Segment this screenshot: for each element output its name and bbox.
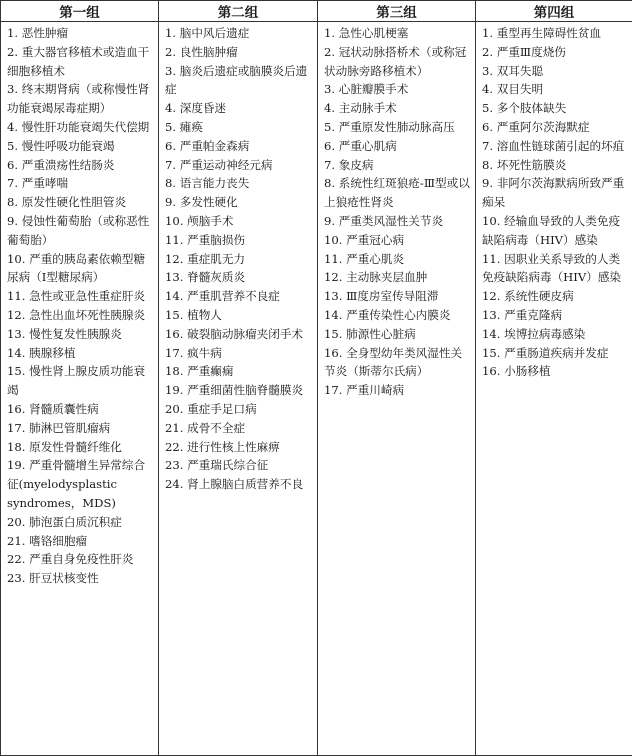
disease-list-item: 23. 肝豆状核变性	[7, 571, 99, 586]
disease-list-item: 4. 慢性肝功能衰竭失代偿期	[7, 119, 150, 134]
disease-list-item: 13. Ⅲ度房室传导阻滞	[324, 289, 439, 304]
disease-list-item: 16. 肾髓质囊性病	[7, 401, 99, 416]
disease-list-item: 11. 严重心肌炎	[324, 251, 405, 266]
disease-list-item: 9. 侵蚀性葡萄胎（或称恶性葡萄胎）	[7, 213, 150, 247]
disease-list-item: 6. 严重溃疡性结肠炎	[7, 157, 115, 172]
disease-list-item: 1. 急性心肌梗塞	[324, 26, 409, 40]
disease-list-item: 5. 严重原发性肺动脉高压	[324, 119, 455, 134]
disease-list-item: 13. 慢性复发性胰腺炎	[7, 326, 122, 341]
disease-list-item: 1. 重型再生障碍性贫血	[482, 26, 602, 40]
disease-list-item: 2. 良性脑肿瘤	[165, 44, 238, 59]
disease-list-item: 9. 多发性硬化	[165, 195, 238, 210]
disease-list-item: 15. 植物人	[165, 307, 222, 322]
disease-list-item: 11. 因职业关系导致的人类免疫缺陷病毒（HIV）感染	[482, 251, 622, 285]
column-header-group-1: 第一组	[1, 1, 159, 22]
disease-list-item: 5. 多个肢体缺失	[482, 101, 567, 116]
disease-list-item: 2. 严重Ⅲ度烧伤	[482, 44, 566, 59]
disease-list-item: 22. 进行性核上性麻痹	[165, 439, 280, 454]
disease-list-item: 19. 严重骨髓增生异常综合征(myelodysplastic syndromes，MDS)	[7, 458, 146, 510]
disease-list-item: 17. 疯牛病	[165, 345, 222, 360]
disease-list-item: 16. 全身型幼年类风湿性关节炎（斯蒂尔氏病）	[324, 345, 463, 379]
disease-list-item: 3. 双耳失聪	[482, 63, 544, 78]
disease-list-item: 23. 严重瑞氏综合征	[165, 458, 269, 473]
disease-list-item: 14. 严重肌营养不良症	[165, 289, 280, 304]
disease-list-item: 22. 严重自身免疫性肝炎	[7, 552, 134, 567]
disease-list-item: 13. 严重克隆病	[482, 307, 563, 322]
disease-list-item: 9. 非阿尔茨海默病所致严重痴呆	[482, 176, 625, 210]
disease-list-item: 10. 颅脑手术	[165, 213, 234, 228]
disease-list-item: 8. 原发性硬化性胆管炎	[7, 195, 127, 210]
disease-list-item: 6. 严重帕金森病	[165, 138, 250, 153]
disease-list-item: 5. 瘫痪	[165, 119, 203, 134]
disease-list-item: 7. 严重哮喘	[7, 176, 69, 191]
disease-list-item: 14. 胰腺移植	[7, 345, 76, 360]
table-header-row	[1, 1, 632, 22]
disease-list-item: 12. 系统性硬皮病	[482, 289, 574, 304]
disease-list-item: 12. 重症肌无力	[165, 251, 246, 266]
disease-list-item: 15. 严重肠道疾病并发症	[482, 345, 609, 360]
disease-list-item: 3. 终末期肾病（或称慢性肾功能衰竭尿毒症期）	[7, 82, 150, 116]
disease-list-item: 6. 严重心肌病	[324, 138, 397, 153]
group-2-cell	[159, 22, 318, 756]
column-header-group-2: 第二组	[159, 1, 318, 22]
disease-list-item: 8. 语言能力丧失	[165, 176, 250, 191]
disease-list-item: 1. 脑中风后遗症	[165, 26, 250, 40]
column-header-group-4: 第四组	[476, 1, 632, 22]
disease-list-item: 14. 埃博拉病毒感染	[482, 326, 586, 341]
disease-list-item: 17. 肺淋巴管肌瘤病	[7, 420, 111, 435]
disease-list-item: 17. 严重川崎病	[324, 383, 405, 398]
disease-list-item: 15. 肺源性心脏病	[324, 326, 416, 341]
disease-list-item: 8. 坏死性筋膜炎	[482, 157, 567, 172]
disease-list-item: 6. 严重阿尔茨海默症	[482, 119, 590, 134]
disease-list-item: 16. 小肠移植	[482, 364, 551, 379]
disease-list-item: 10. 严重的胰岛素依赖型糖尿病（Ⅰ型糖尿病）	[7, 251, 146, 285]
group-4-cell	[476, 22, 632, 756]
disease-list-item: 10. 经输血导致的人类免疫缺陷病毒（HIV）感染	[482, 213, 621, 247]
disease-list-item: 13. 脊髓灰质炎	[165, 270, 246, 285]
disease-list-item: 3. 脑炎后遗症或脑膜炎后遗症	[165, 63, 308, 97]
disease-list-item: 10. 严重冠心病	[324, 232, 405, 247]
disease-list-item: 4. 深度昏迷	[165, 101, 227, 116]
disease-list-item: 4. 双目失明	[482, 82, 544, 97]
disease-list-item: 11. 严重脑损伤	[165, 232, 246, 247]
disease-list-item: 7. 象皮病	[324, 157, 374, 172]
disease-list-item: 21. 嗜铬细胞瘤	[7, 533, 88, 548]
disease-list-item: 18. 严重癫痫	[165, 364, 234, 379]
disease-list-item: 15. 慢性肾上腺皮质功能衰竭	[7, 364, 146, 398]
disease-list-item: 5. 慢性呼吸功能衰竭	[7, 138, 115, 153]
disease-list-item: 7. 溶血性链球菌引起的坏疽	[482, 138, 625, 153]
disease-list-item: 21. 成骨不全症	[165, 420, 246, 435]
disease-list-item: 19. 严重细菌性脑脊髓膜炎	[165, 383, 304, 398]
disease-list-item: 1. 恶性肿瘤	[7, 26, 69, 40]
disease-list-item: 3. 心脏瓣膜手术	[324, 82, 409, 97]
disease-list-item: 20. 肺泡蛋白质沉积症	[7, 514, 122, 529]
disease-list-item: 24. 肾上腺脑白质营养不良	[165, 477, 304, 492]
disease-list-item: 14. 严重传染性心内膜炎	[324, 307, 451, 322]
column-header-group-3: 第三组	[318, 1, 476, 22]
disease-list-item: 12. 急性出血坏死性胰腺炎	[7, 307, 146, 322]
disease-list-item: 20. 重症手足口病	[165, 401, 257, 416]
disease-list-item: 7. 严重运动神经元病	[165, 157, 273, 172]
table-body-row	[1, 22, 632, 756]
disease-list-item: 8. 系统性红斑狼疮-Ⅲ型或以上狼疮性肾炎	[324, 176, 470, 210]
disease-list-item: 12. 主动脉夹层血肿	[324, 270, 428, 285]
disease-list-item: 4. 主动脉手术	[324, 101, 397, 116]
disease-list-item: 16. 破裂脑动脉瘤夹闭手术	[165, 326, 304, 341]
disease-list-item: 2. 冠状动脉搭桥术（或称冠状动脉旁路移植术）	[324, 44, 467, 78]
disease-list-item: 2. 重大器官移植术或造血干细胞移植术	[7, 44, 150, 78]
disease-list-item: 11. 急性或亚急性重症肝炎	[7, 289, 146, 304]
group-1-cell	[1, 22, 159, 756]
group-3-cell	[318, 22, 476, 756]
disease-list-item: 9. 严重类风湿性关节炎	[324, 213, 444, 228]
disease-list-item: 18. 原发性骨髓纤维化	[7, 439, 122, 454]
